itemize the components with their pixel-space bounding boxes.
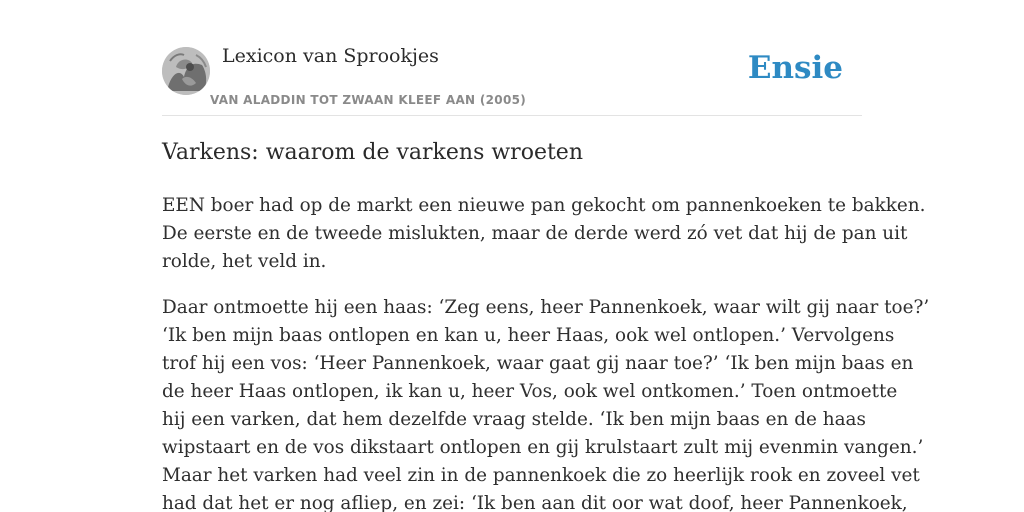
text-line: trof hij een vos: ‘Heer Pannenkoek, waar gaat gij naar toe?’ ‘Ik ben mijn baas en bbox=[162, 353, 914, 374]
text-line: wipstaart en de vos dikstaart ontlopen en gij krulstaart zult mij evenmin vangen.’ bbox=[162, 437, 924, 458]
text-line: EEN boer had op de markt een nieuwe pan gekocht om pannenkoeken te bakken. bbox=[162, 195, 926, 216]
book-subtitle: VAN ALADDIN TOT ZWAAN KLEEF AAN (2005) bbox=[210, 93, 527, 107]
page bbox=[162, 0, 930, 512]
paragraph bbox=[162, 192, 926, 276]
book-cover-illustration-icon bbox=[162, 47, 210, 95]
text-line: Maar het varken had veel zin in de pannenkoek die zo heerlijk rook en zoveel vet bbox=[162, 465, 920, 486]
text-line: de heer Haas ontlopen, ik kan u, heer Vos, ook wel ontkomen.’ Toen ontmoette bbox=[162, 381, 898, 402]
text-line: Daar ontmoette hij een haas: ‘Zeg eens, heer Pannenkoek, waar wilt gij naar toe?’ bbox=[162, 297, 930, 318]
text-line: had dat het er nog afliep, en zei: ‘Ik ben aan dit oor wat doof, heer Pannenkoek, bbox=[162, 493, 908, 512]
paragraph bbox=[162, 294, 930, 512]
book-title[interactable]: Lexicon van Sprookjes bbox=[222, 45, 439, 67]
brand-logo[interactable]: Ensie bbox=[747, 50, 843, 86]
text-line: De eerste en de tweede mislukten, maar de derde werd zó vet dat hij de pan uit bbox=[162, 223, 908, 244]
text-line: ‘Ik ben mijn baas ontlopen en kan u, heer Haas, ook wel ontlopen.’ Vervolgens bbox=[162, 325, 895, 346]
article-title: Varkens: waarom de varkens wroeten bbox=[162, 140, 583, 165]
text-line: hij een varken, dat hem dezelfde vraag stelde. ‘Ik ben mijn baas en de haas bbox=[162, 409, 866, 430]
header-divider bbox=[162, 115, 862, 116]
book-cover-avatar[interactable] bbox=[162, 47, 210, 95]
article-body bbox=[162, 192, 930, 512]
text-line: rolde, het veld in. bbox=[162, 251, 327, 272]
